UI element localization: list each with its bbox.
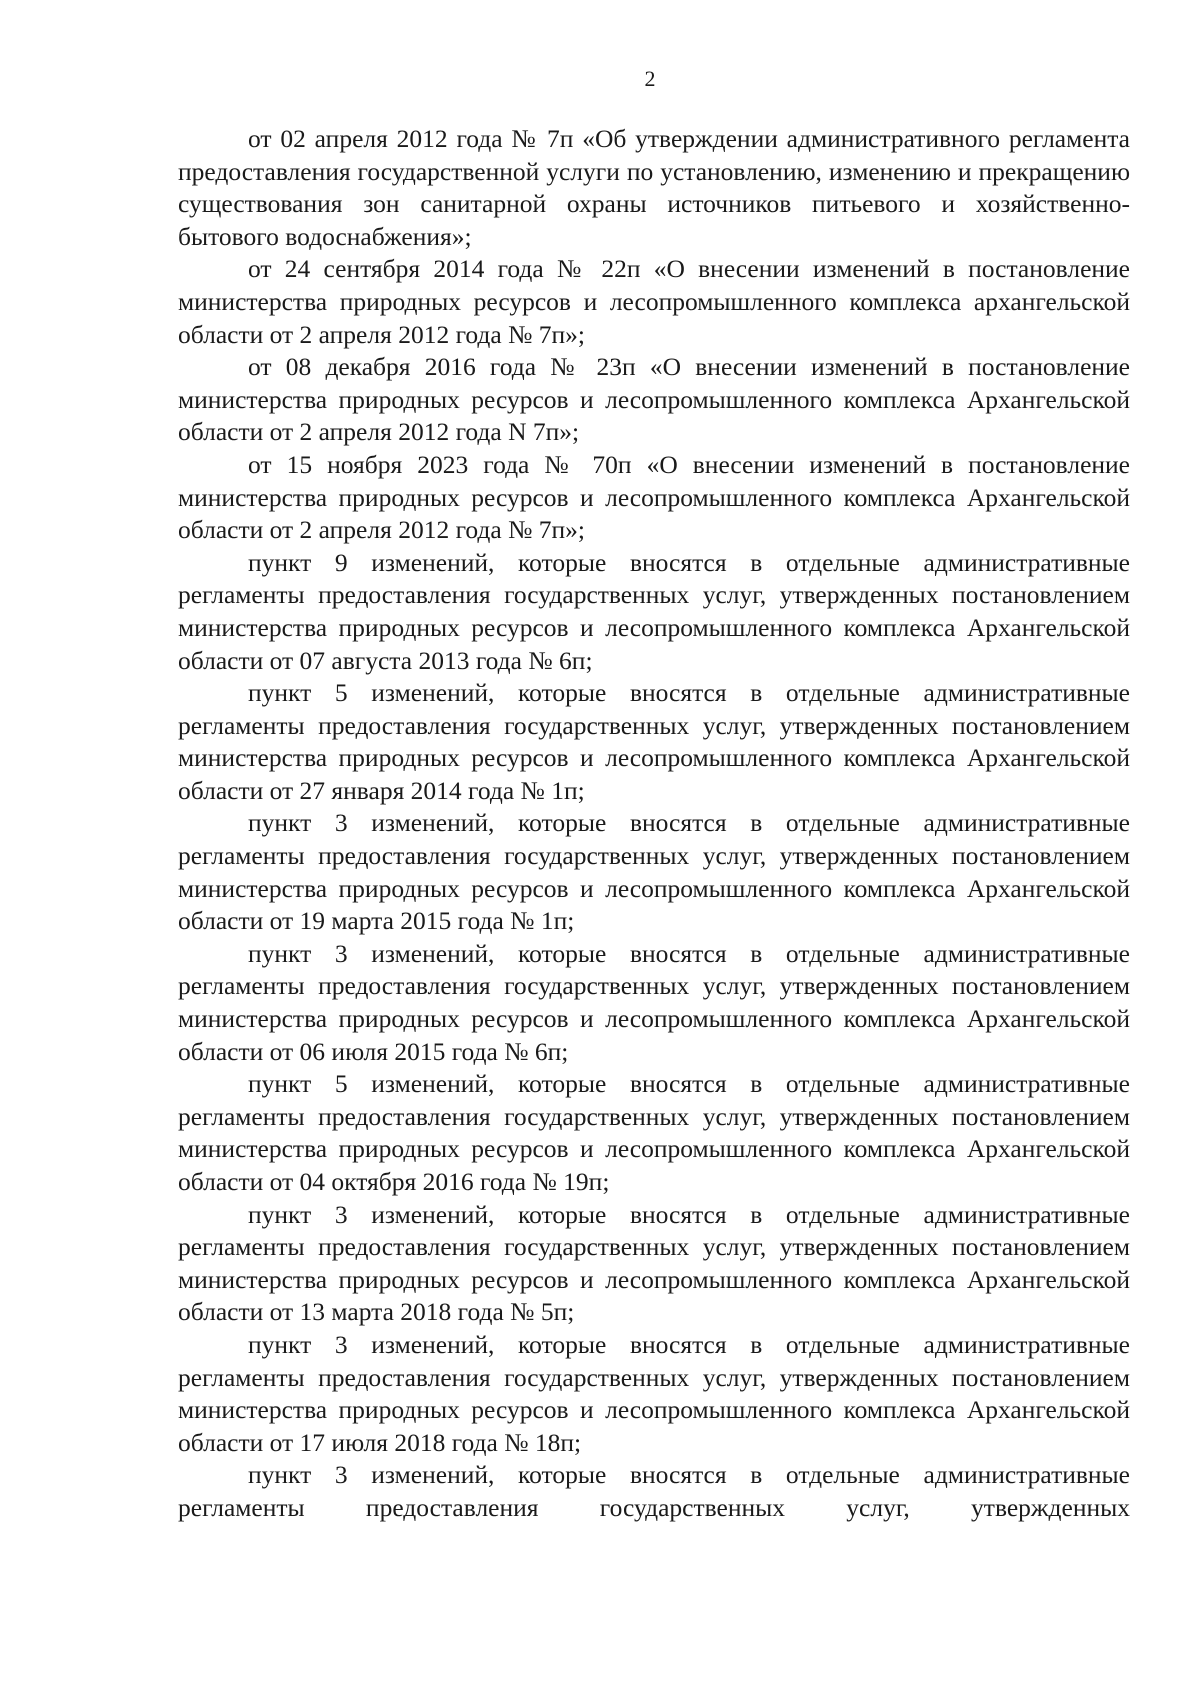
document-body: [178, 123, 1130, 1525]
paragraph: пункт 5 изменений, которые вносятся в отдельные административные регламенты предоставления государственных услуг, утвержденных постановлением министерства природных ресурсов и лесопромышленного комплекса Архангельской области от 04 октября 2016 года № 19п;: [178, 1069, 1130, 1196]
paragraph: от 15 ноября 2023 года № 70п «О внесении изменений в постановление министерства природных ресурсов и лесопромышленного комплекса Архангельской области от 2 апреля 2012 года № 7п»;: [178, 449, 1130, 545]
paragraph: пункт 9 изменений, которые вносятся в отдельные административные регламенты предоставления государственных услуг, утвержденных постановлением министерства природных ресурсов и лесопромышленного комплекса Архангельской области от 07 августа 2013 года № 6п;: [178, 547, 1130, 675]
paragraph: пункт 3 изменений, которые вносятся в отдельные административные регламенты предоставления государственных услуг, утвержденных постановлением министерства природных ресурсов и лесопромышленного комплекса Архангельской области от 06 июля 2015 года № 6п;: [178, 938, 1130, 1066]
paragraph: пункт 3 изменений, которые вносятся в отдельные административные регламенты предоставления государственных услуг, утвержденных постановлением министерства природных ресурсов и лесопромышленного комплекса Архангельской области от 13 марта 2018 года № 5п;: [178, 1199, 1130, 1327]
paragraph: пункт 5 изменений, которые вносятся в отдельные административные регламенты предоставления государственных услуг, утвержденных постановлением министерства природных ресурсов и лесопромышленного комплекса Архангельской области от 27 января 2014 года № 1п;: [178, 678, 1130, 805]
paragraph: пункт 3 изменений, которые вносятся в отдельные административные регламенты предоставления государственных услуг, утвержденных постановлением министерства природных ресурсов и лесопромышленного комплекса Архангельской области от 17 июля 2018 года № 18п;: [178, 1329, 1130, 1457]
paragraph: от 08 декабря 2016 года № 23п «О внесении изменений в постановление министерства природных ресурсов и лесопромышленного комплекса Архангельской области от 2 апреля 2012 года N 7п»;: [178, 352, 1130, 447]
page-number: 2: [644, 66, 656, 91]
paragraph: от 24 сентября 2014 года № 22п «О внесении изменений в постановление министерства природных ресурсов и лесопромышленного комплекса архангельской области от 2 апреля 2012 года № 7п»;: [178, 254, 1130, 349]
paragraph: от 02 апреля 2012 года № 7п «Об утверждении административного регламента предоставления государственной услуги по установлению, изменению и прекращению существования зон санитарной охраны источников питьевого и хозяйственно-бытового водоснабжения»;: [178, 124, 1130, 251]
paragraph-continued: пункт 3 изменений, которые вносятся в отдельные административные регламенты предоставления государственных услуг, утвержденных: [178, 1460, 1130, 1522]
paragraph: пункт 3 изменений, которые вносятся в отдельные административные регламенты предоставления государственных услуг, утвержденных постановлением министерства природных ресурсов и лесопромышленного комплекса Архангельской области от 19 марта 2015 года № 1п;: [178, 808, 1130, 936]
